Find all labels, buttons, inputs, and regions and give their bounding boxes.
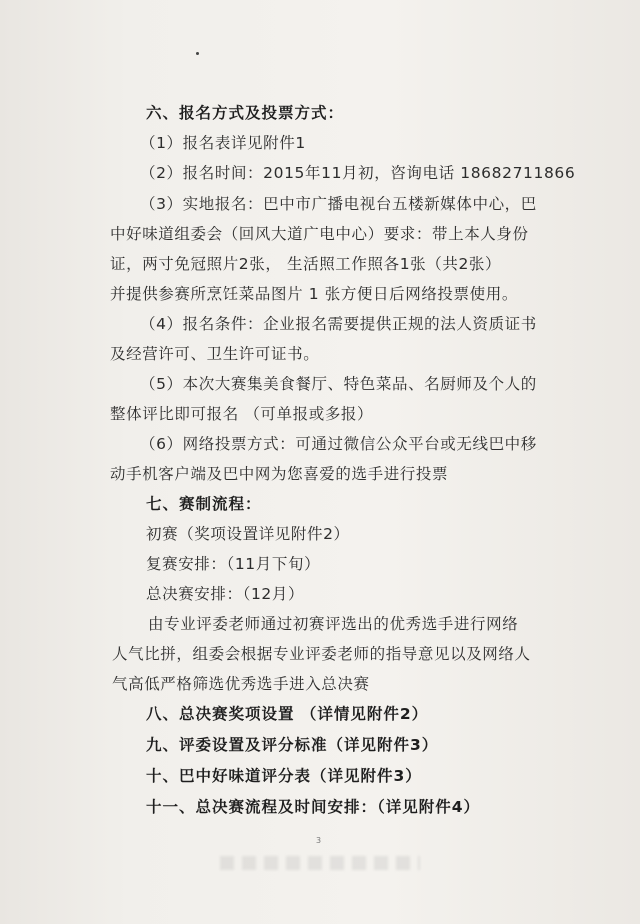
- section-6-line-7: （4）报名条件：企业报名需要提供正规的法人资质证书: [140, 315, 537, 333]
- section-7-line-4: 由专业评委老师通过初赛评选出的优秀选手进行网络: [148, 615, 519, 633]
- section-6-line-1: （1）报名表详见附件1: [140, 134, 306, 152]
- section-6-line-10: 整体评比即可报名 （可单报或多报）: [110, 405, 374, 423]
- section-6-line-9: （5）本次大赛集美食餐厅、特色菜品、名厨师及个人的: [140, 375, 537, 393]
- section-7-line-5: 人气比拼，组委会根据专业评委老师的指导意见以及网络人: [112, 645, 531, 663]
- section-6-line-5: 证，两寸免冠照片2张， 生活照工作照各1张（共2张）: [110, 255, 502, 273]
- section-10-heading: 十、巴中好味道评分表（详见附件3）: [146, 767, 422, 785]
- ink-dot: [196, 52, 199, 55]
- section-9-heading: 九、评委设置及评分标准（详见附件3）: [146, 736, 439, 754]
- section-7-line-6: 气高低严格筛选优秀选手进入总决赛: [112, 675, 370, 693]
- section-7-line-1: 初赛（奖项设置详见附件2）: [146, 525, 350, 543]
- section-6-line-12: 动手机客户端及巴中网为您喜爱的选手进行投票: [110, 465, 449, 483]
- section-6-line-6: 并提供参赛所烹饪菜品图片 1 张方便日后网络投票使用。: [110, 285, 518, 303]
- section-8-heading: 八、总决赛奖项设置 （详情见附件2）: [146, 705, 429, 723]
- bleed-through-text: [220, 856, 420, 870]
- section-6-heading: 六、报名方式及投票方式：: [146, 104, 345, 122]
- section-6-line-8: 及经营许可、卫生许可证书。: [110, 345, 320, 363]
- section-6-line-4: 中好味道组委会（回风大道广电中心）要求：带上本人身份: [110, 225, 529, 243]
- section-6-line-11: （6）网络投票方式：可通过微信公众平台或无线巴中移: [140, 435, 537, 453]
- section-7-heading: 七、赛制流程：: [146, 495, 262, 513]
- section-7-line-3: 总决赛安排：（12月）: [146, 585, 305, 603]
- page-number: 3: [316, 836, 322, 845]
- section-11-heading: 十一、总决赛流程及时间安排：（详见附件4）: [146, 798, 481, 816]
- section-6-line-2: （2）报名时间：2015年11月初，咨询电话 18682711866: [140, 164, 576, 182]
- section-6-line-3: （3）实地报名：巴中市广播电视台五楼新媒体中心，巴: [140, 195, 537, 213]
- section-7-line-2: 复赛安排：（11月下旬）: [146, 555, 321, 573]
